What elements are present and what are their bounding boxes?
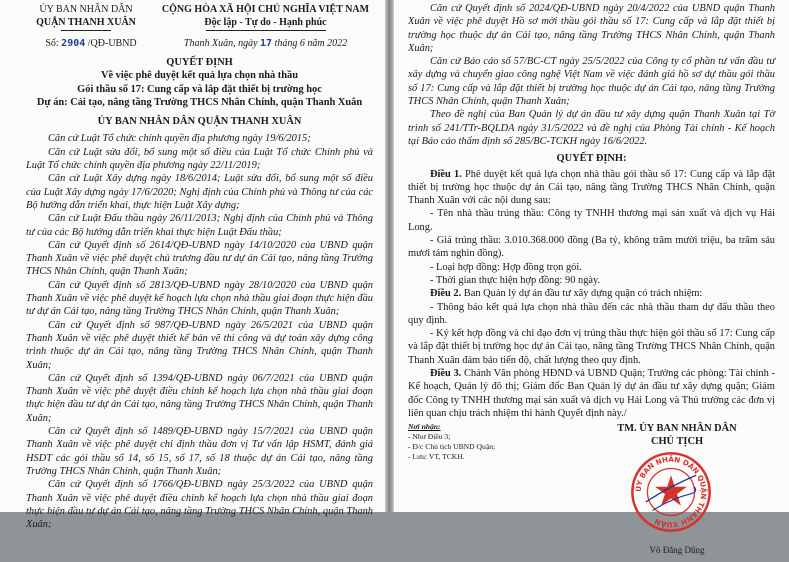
national-motto: Độc lập - Tự do - Hạnh phúc <box>204 16 327 28</box>
document-number <box>26 37 156 50</box>
decision-heading <box>26 56 373 128</box>
article-1 <box>408 168 775 208</box>
motto-underline <box>206 30 326 31</box>
subject-line-3: Dự án: Cải tạo, nâng tầng Trường THCS Nhân Chính, quận Thanh Xuân <box>36 96 363 108</box>
document-header <box>26 4 373 33</box>
recipient-item: - Lưu: VT, TCKH. <box>408 452 465 462</box>
legal-basis-paragraph: Căn cứ Quyết định số 1489/QĐ-UBND ngày 15/7/2021 của UBND quận Thanh Xuân về việc phê duyệt chỉ định thầu đơn vị Tư vấn lập HSMT, đánh giá HSDT các gói thầu số 14, số 15, số 17, số 18 thuộc dự án Cải tạo, nâng tầng Trường THCS Nhân Chính, quận Thanh Xuân; <box>26 426 373 477</box>
legal-basis-paragraph: Căn cứ Báo cáo số 57/BC-CT ngày 25/5/2022 của Công ty cổ phần tư vấn đầu tư xây dựng và chuyển giao công nghệ Việt Nam về việc đánh giá hồ sơ dự thầu gói thầu số 17: Cung cấp và lắp đặt thiết bị trường học thuộc dự án Cải tạo, nâng tầng Trường THCS Nhân Chính, quận Thanh Xuân; <box>408 56 775 108</box>
country-name: CỘNG HÒA XÃ HỘI CHỦ NGHĨA VIỆT NAM <box>161 4 370 15</box>
article-1-item: - Giá trúng thầu: 3.010.368.000 đồng (Ba tỷ, không trăm mười triệu, ba trăm sáu mươi tám nghìn đồng). <box>408 235 775 260</box>
date-suffix: tháng 6 năm 2022 <box>274 38 348 49</box>
handwritten-number: 2904 <box>61 38 86 49</box>
agency-line-2: QUẬN THANH XUÂN <box>36 16 136 28</box>
doc-title: QUYẾT ĐỊNH <box>166 57 233 68</box>
signature-block <box>587 422 767 556</box>
national-heading <box>158 4 373 33</box>
article-2-label: Điều 2. <box>430 288 462 300</box>
legal-basis-paragraph: Căn cứ Quyết định số 2813/QĐ-UBND ngày 28/10/2020 của UBND quận Thanh Xuân về việc phê duyệt kế hoạch lựa chọn nhà thầu giai đoạn thực hiện đầu tư dự án Cải tạo, nâng tầng Trường THCS Nhân Chính, quận Thanh Xuân; <box>26 279 373 318</box>
article-3-label: Điều 3. <box>430 368 462 380</box>
article-3 <box>408 367 775 420</box>
document-date <box>158 37 373 50</box>
article-2-text: Ban Quản lý dự án đầu tư xây dựng quận có trách nhiệm: <box>463 288 703 300</box>
subject-line-1: Về việc phê duyệt kết quả lựa chọn nhà thầu <box>100 70 299 82</box>
recipient-item: - Đ/c Chủ tịch UBND Quận; <box>408 442 496 452</box>
official-seal-icon <box>629 450 713 534</box>
legal-basis-paragraph: Căn cứ Quyết định số 2024/QĐ-UBND ngày 20/4/2022 của UBND quận Thanh Xuân về việc phê duyệt Hồ sơ mời thầu gói thầu số 17: Cung cấp và lắp đặt thiết bị trường học thuộc dự án Cải tạo, nâng tầng Trường THCS Nhân Chính, quận Thanh Xuân; <box>408 3 775 54</box>
signature-section <box>408 422 775 562</box>
subject-line-2: Gói thầu số 17: Cung cấp và lắp đặt thiết bị trường học <box>77 83 322 95</box>
agency-underline <box>61 30 111 31</box>
sign-position: CHỦ TỊCH <box>650 436 704 448</box>
handwritten-day: 17 <box>260 38 273 49</box>
legal-basis-paragraph: Căn cứ Luật Tổ chức chính quyền địa phương ngày 19/6/2015; <box>48 133 311 145</box>
legal-basis-paragraph: Căn cứ Quyết định số 987/QĐ-UBND ngày 26/5/2021 của UBND quận Thanh Xuân về việc phê duyệt thiết kế bản vẽ thi công và dự toán xây dựng công trình thuộc dự án Cải tạo, nâng tầng Trường THCS Nhân Chính, quận Thanh Xuân; <box>26 319 373 371</box>
number-date-row <box>26 37 373 50</box>
decision-title: QUYẾT ĐỊNH: <box>556 153 627 165</box>
legal-basis-paragraph: Căn cứ Quyết định số 2614/QĐ-UBND ngày 14/10/2020 của UBND quận Thanh Xuân về việc phê duyệt chủ trương đầu tư dự án Cải tạo, nâng tầng Trường THCS Nhân Chính, quận Thanh Xuân; <box>26 239 373 278</box>
issuer-heading: ỦY BAN NHÂN DÂN QUẬN THANH XUÂN <box>97 116 302 128</box>
article-1-label: Điều 1. <box>430 168 462 180</box>
document-page-right <box>394 0 789 556</box>
legal-basis-continued <box>408 2 775 148</box>
article-1-item: - Tên nhà thầu trúng thầu: Công ty TNHH thương mại sản xuất và dịch vụ Hải Long. <box>408 208 775 233</box>
seal-text: ỦY BAN NHÂN DÂN QUẬN THANH XUÂN <box>633 454 709 530</box>
number-suffix: /QĐ-UBND <box>87 38 137 49</box>
legal-basis-list <box>26 132 373 531</box>
article-2 <box>408 287 775 300</box>
recipients-title: Nơi nhận: <box>408 422 441 432</box>
legal-basis-paragraph: Căn cứ Luật Đấu thầu ngày 26/11/2013; Nghị định của Chính phủ và Thông tư của các Bộ hướng dẫn triển khai thực hiện Luật Đấu thầu; <box>26 213 373 238</box>
legal-basis-paragraph: Căn cứ Quyết định số 1394/QĐ-UBND ngày 06/7/2021 của UBND quận Thanh Xuân về việc phê duyệt điều chỉnh kế hoạch lựa chọn nhà thầu giai đoạn thực hiện đầu tư dự án Cải tạo, nâng tầng Trường THCS Nhân Chính, quận Thanh Xuân; <box>26 372 373 424</box>
sign-on-behalf: TM. ỦY BAN NHÂN DÂN <box>617 423 737 435</box>
article-3-text: Chánh Văn phòng HĐND và UBND Quận; Trưởng các phòng: Tài chính - Kế hoạch, Quản lý đô thị; Giám đốc Ban Quản lý dự án đầu tư xây dựng quận; Giám đốc Công ty TNHH thương mại sản xuất và dịch vụ Hải Long và Thủ trưởng các đơn vị liên quan chịu trách nhiệm thi hành Quyết định này./ <box>408 368 775 419</box>
article-1-item: - Loại hợp đồng: Hợp đồng trọn gói. <box>430 261 582 273</box>
signer-name: Võ Đăng Dũng <box>649 545 705 556</box>
page-gutter <box>385 0 394 512</box>
article-1-item: - Thời gian thực hiện hợp đồng: 90 ngày. <box>430 274 601 286</box>
article-1-text: Phê duyệt kết quả lựa chọn nhà thầu gói thầu số 17: Cung cấp và lắp đặt thiết bị trường học thuộc dự án Cải tạo, nâng tầng Trường THCS Nhân Chính, quận Thanh Xuân với các nội dung sau: <box>408 168 775 207</box>
recipient-item: - Như Điều 3; <box>408 432 451 442</box>
legal-basis-paragraph: Theo đề nghị của Ban Quản lý dự án đầu tư xây dựng quận Thanh Xuân tại Tờ trình số 241/TTr-BQLDA ngày 31/5/2022 và đề nghị của Phòng Tài chính - Kế hoạch tại Báo cáo thẩm định số 285/BC-TCKH ngày 16/6/2022. <box>408 109 775 147</box>
legal-basis-paragraph: Căn cứ Quyết định số 1766/QĐ-UBND ngày 25/3/2022 của UBND quận Thanh Xuân về việc phê duyệt điều chỉnh kế hoạch lựa chọn nhà thầu giai đoạn thực hiện đầu tư dự án Cải tạo, nâng tầng Trường THCS Nhân Chính, quận Thanh Xuân; <box>26 479 373 531</box>
issuing-agency <box>26 4 146 33</box>
recipients-block <box>408 422 578 462</box>
date-prefix: Thanh Xuân, ngày <box>183 38 258 49</box>
legal-basis-paragraph: Căn cứ Luật Xây dựng ngày 18/6/2014; Luật sửa đổi, bổ sung một số điều của Luật Xây dựng ngày 17/6/2020; Nghị định của Chính phủ và Thông tư của các Bộ hướng dẫn triển khai, thực hiện Luật Xây dựng; <box>26 173 373 211</box>
agency-line-1: ỦY BAN NHÂN DÂN <box>39 4 133 15</box>
document-page-left <box>0 0 385 531</box>
legal-basis-paragraph: Căn cứ Luật sửa đổi, bổ sung một số điều của Luật Tổ chức Chính phủ và Luật Tổ chức chính quyền địa phương ngày 22/11/2019; <box>26 146 373 172</box>
article-2-item: - Ký kết hợp đồng và chỉ đạo đơn vị trúng thầu thực hiện gói thầu số 17: Cung cấp và lắp đặt thiết bị trường học dự án Cải tạo, nâng tầng Trường THCS Nhân Chính, quận Thanh Xuân đảm bảo tiến độ, chất lượng theo quy định. <box>408 328 775 366</box>
article-2-item: - Thông báo kết quả lựa chọn nhà thầu đến các nhà thầu tham dự đấu thầu theo quy định. <box>408 301 775 326</box>
number-label: Số: <box>45 38 59 49</box>
